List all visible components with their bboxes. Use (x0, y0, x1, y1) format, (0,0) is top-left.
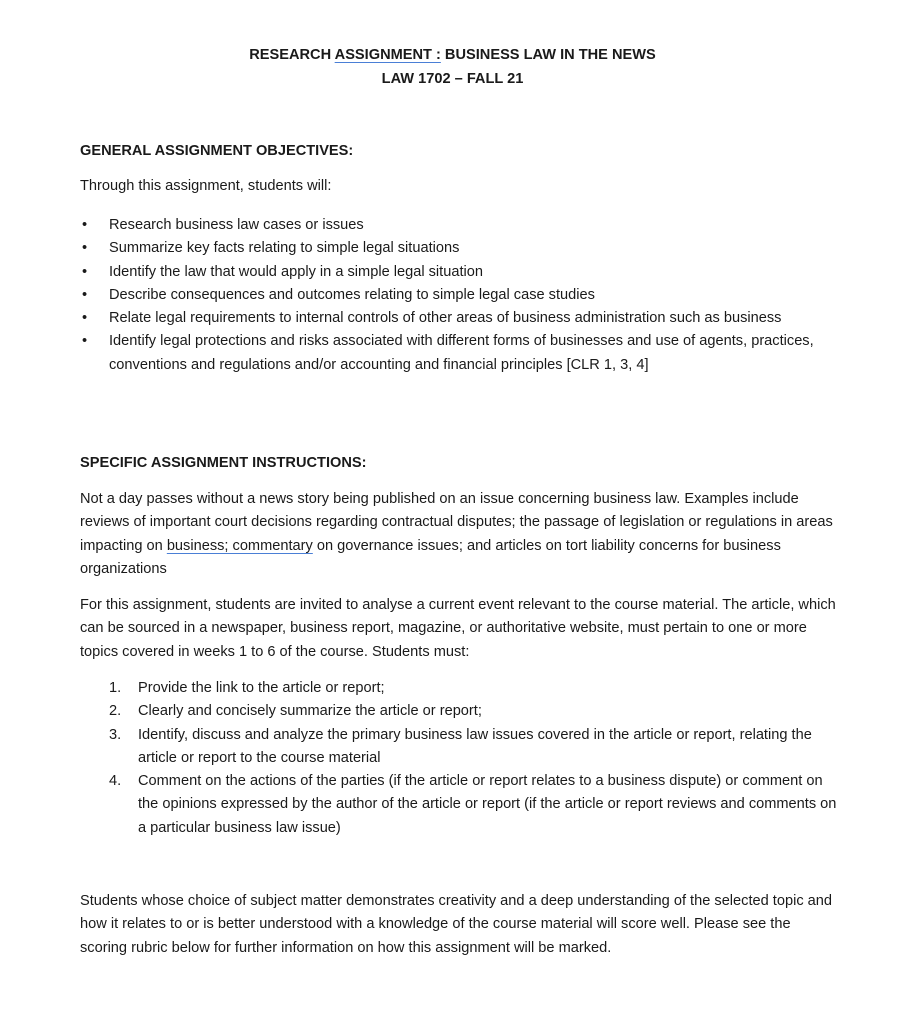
instructions-heading: SPECIFIC ASSIGNMENT INSTRUCTIONS: (80, 455, 367, 471)
objectives-heading: GENERAL ASSIGNMENT OBJECTIVES: (80, 143, 354, 159)
steps-list (80, 677, 840, 840)
list-item: 3. Identify, discuss and analyze the primary business law issues covered in the article or report, relating the article or report to the course material (109, 726, 812, 766)
objectives-list (80, 214, 840, 377)
document-title: RESEARCH ASSIGNMENT : BUSINESS LAW IN THE NEWS (249, 47, 656, 63)
grammar-flag: business; commentary (166, 537, 313, 554)
instructions-paragraph-3: Students whose choice of subject matter demonstrates creativity and a deep understanding of the selected topic and how it relates to or is better understood with a knowledge of the course material will score well. Please see the scoring rubric below for further information on how this assignment will be marked. (80, 893, 833, 956)
list-item: • Relate legal requirements to internal controls of other areas of business administration such as business (80, 307, 809, 330)
objectives-intro: Through this assignment, students will: (80, 178, 332, 194)
instructions-paragraph-2: For this assignment, students are invited to analyse a current event relevant to the course material. The article, which can be sourced in a newspaper, business report, magazine, or authoritative website, must pertain to one or more topics covered in weeks 1 to 6 of the course. Students must: (80, 597, 836, 660)
list-item: • Summarize key facts relating to simple legal situations (80, 237, 840, 260)
list-item: • Identify legal protections and risks associated with different forms of businesses and use of agents, practices, conventions and regulations and/or accounting and financial principles [CLR 1, 3, 4] (80, 330, 840, 377)
course-code: LAW 1702 – FALL 21 (381, 71, 524, 87)
grammar-flag: ASSIGNMENT : (334, 47, 441, 63)
list-item: 2. Clearly and concisely summarize the article or report; (109, 703, 482, 720)
list-item: 1. Provide the link to the article or report; (109, 680, 385, 696)
list-item: • Describe consequences and outcomes relating to simple legal case studies (80, 284, 840, 307)
list-item: • Research business law cases or issues (80, 214, 840, 237)
instructions-paragraph-1: Not a day passes without a news story being published on an issue concerning business law. Examples include reviews of important court decisions regarding contractual disputes; the passage of legislation or regulations in areas impacting on business; commentary on governance issues; and articles on tort liability concerns for business organizations (80, 491, 833, 577)
list-item: 4. Comment on the actions of the parties (if the article or report relates to a business dispute) or comment on the opinions expressed by the author of the article or report (if the article or report reviews and comments on a particular business law issue) (109, 773, 837, 836)
list-item: • Identify the law that would apply in a simple legal situation (80, 261, 840, 284)
